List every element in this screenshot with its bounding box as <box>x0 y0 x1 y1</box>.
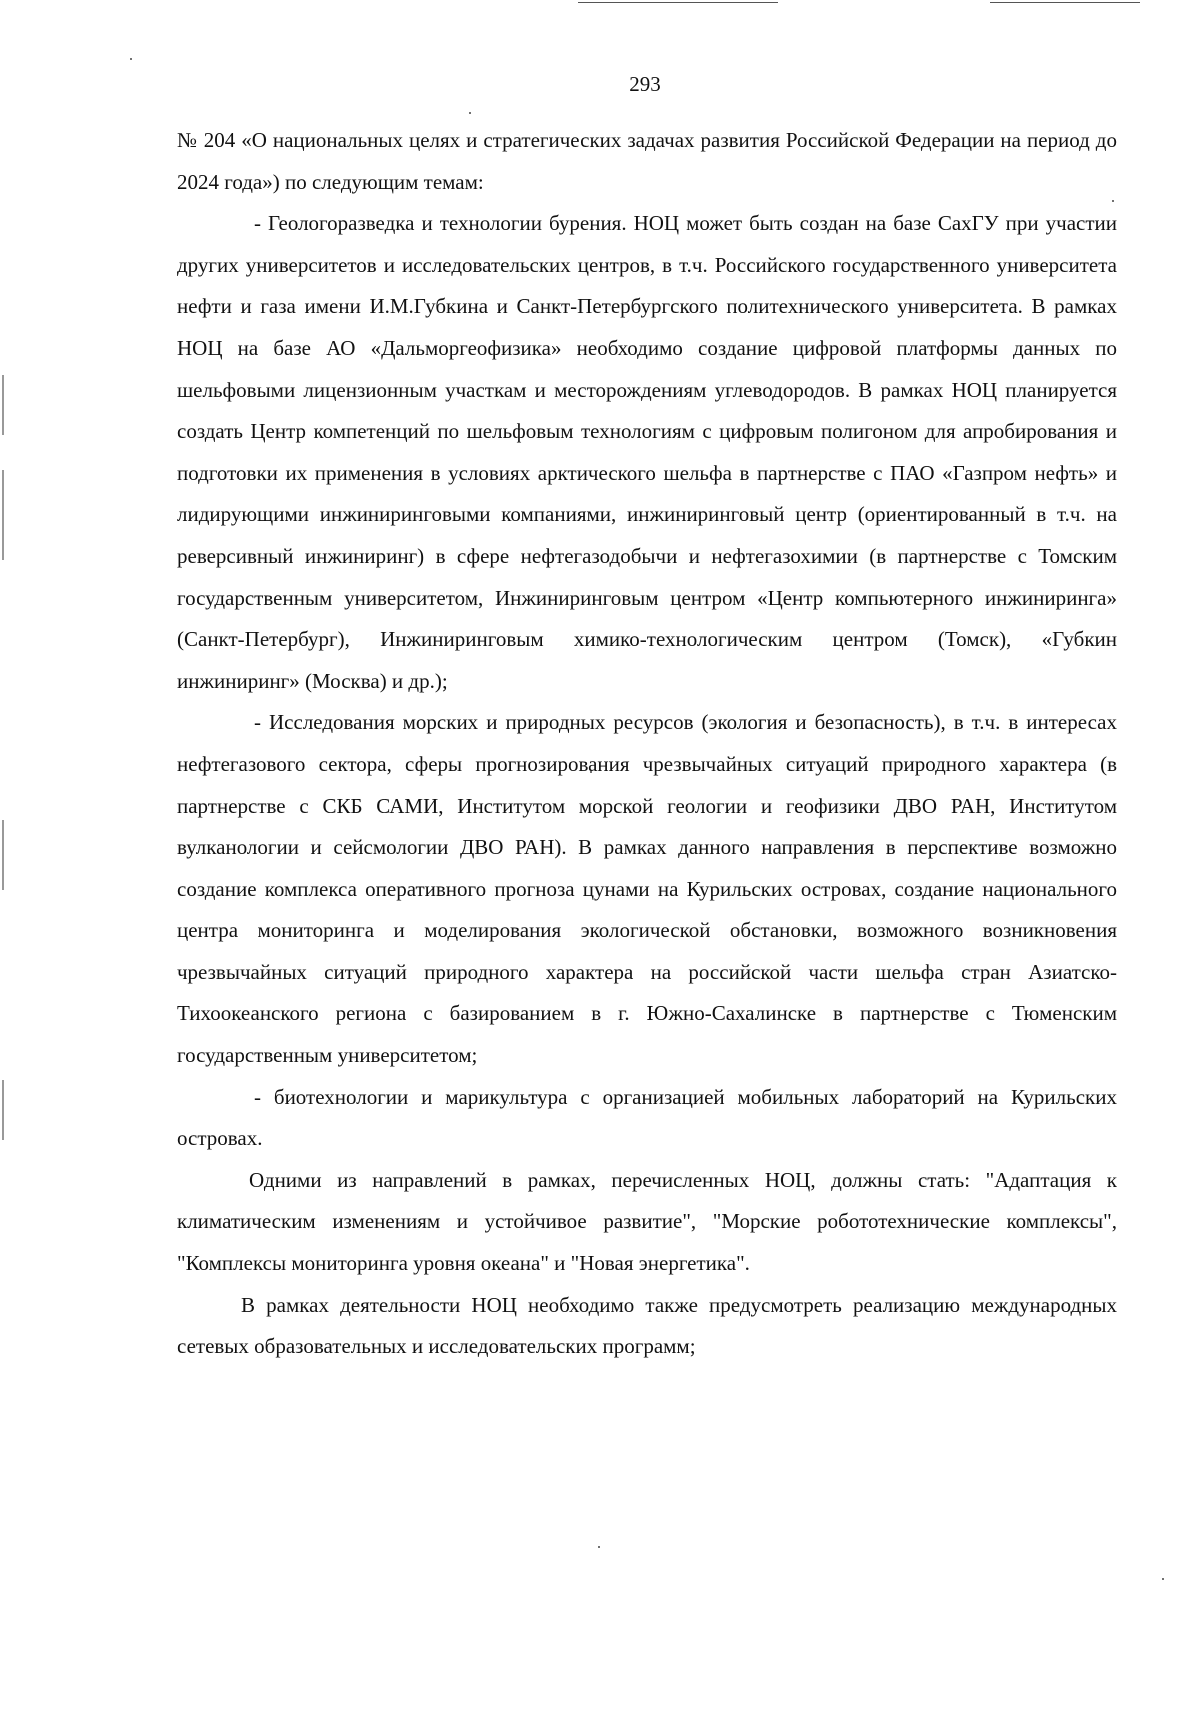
scan-artifact-dot <box>469 112 471 114</box>
scan-artifact-top-line <box>578 2 778 3</box>
scan-artifact-margin-mark <box>2 820 4 890</box>
paragraph-intro: № 204 «О национальных целях и стратегических задачах развития Российской Федерации на период до 2024 года») по следующим темам: <box>177 128 1117 194</box>
scan-artifact-dot <box>598 1546 600 1548</box>
page-number: 293 <box>629 72 661 96</box>
document-body <box>177 120 1117 1368</box>
scan-artifact-dot <box>1162 1578 1164 1580</box>
paragraph-international-programs: В рамках деятельности НОЦ необходимо также предусмотреть реализацию международных сетевых образовательных и исследовательских программ; <box>177 1292 1117 1359</box>
paragraph-biotechnology: - биотехнологии и марикультура с организацией мобильных лабораторий на Курильских островах. <box>177 1084 1117 1151</box>
paragraph-marine-resources: - Исследования морских и природных ресурсов (экология и безопасность), в т.ч. в интересах нефтегазового сектора, сферы прогнозирования чрезвычайных ситуаций природного характера (в партнерстве с СКБ САМИ, Институтом морской геологии и геофизики ДВО РАН, Институтом вулканологии и сейсмологии ДВО РАН). В рамках данного направления в перспективе возможно создание комплекса оперативного прогноза цунами на Курильских островах, создание национального центра мониторинга и моделирования экологической обстановки, возможного возникновения чрезвычайных ситуаций природного характера на российской части шельфа стран Азиатско-Тихоокеанского региона с базированием в г. Южно-Сахалинске в партнерстве с Тюменским государственным университетом; <box>177 710 1117 1068</box>
scan-artifact-dot <box>130 58 132 60</box>
scan-artifact-margin-mark <box>2 375 4 435</box>
paragraph-noc-directions: Одними из направлений в рамках, перечисленных НОЦ, должны стать: "Адаптация к климатическим изменениям и устойчивое развитие", "Морские робототехнические комплексы", "Комплексы мониторинга уровня океана" и "Новая энергетика". <box>177 1167 1117 1276</box>
scan-artifact-margin-mark <box>2 470 4 560</box>
scan-artifact-margin-mark <box>2 1080 4 1140</box>
paragraph-geology-drilling: - Геологоразведка и технологии бурения. НОЦ может быть создан на базе СахГУ при участии других университетов и исследовательских центров, в т.ч. Российского государственного университета нефти и газа имени И.М.Губкина и Санкт-Петербургского политехнического университета. В рамках НОЦ на базе АО «Дальморгеофизика» необходимо создание цифровой платформы данных по шельфовыми лицензионным участкам и месторождениям углеводородов. В рамках НОЦ планируется создать Центр компетенций по шельфовым технологиям с цифровым полигоном для апробирования и подготовки их применения в условиях арктического шельфа в партнерстве с ПАО «Газпром нефть» и лидирующими инжиниринговыми компаниями, инжиниринговый центр (ориентированный в т.ч. на реверсивный инжиниринг) в сфере нефтегазодобычи и нефтегазохимии (в партнерстве с Томским государственным университетом, Инжиниринговым центром «Центр компьютерного инжиниринга» (Санкт-Петербург), Инжиниринговым химико-технологическим центром (Томск), «Губкин инжиниринг» (Москва) и др.); <box>177 211 1117 693</box>
scan-artifact-top-line <box>990 2 1140 3</box>
